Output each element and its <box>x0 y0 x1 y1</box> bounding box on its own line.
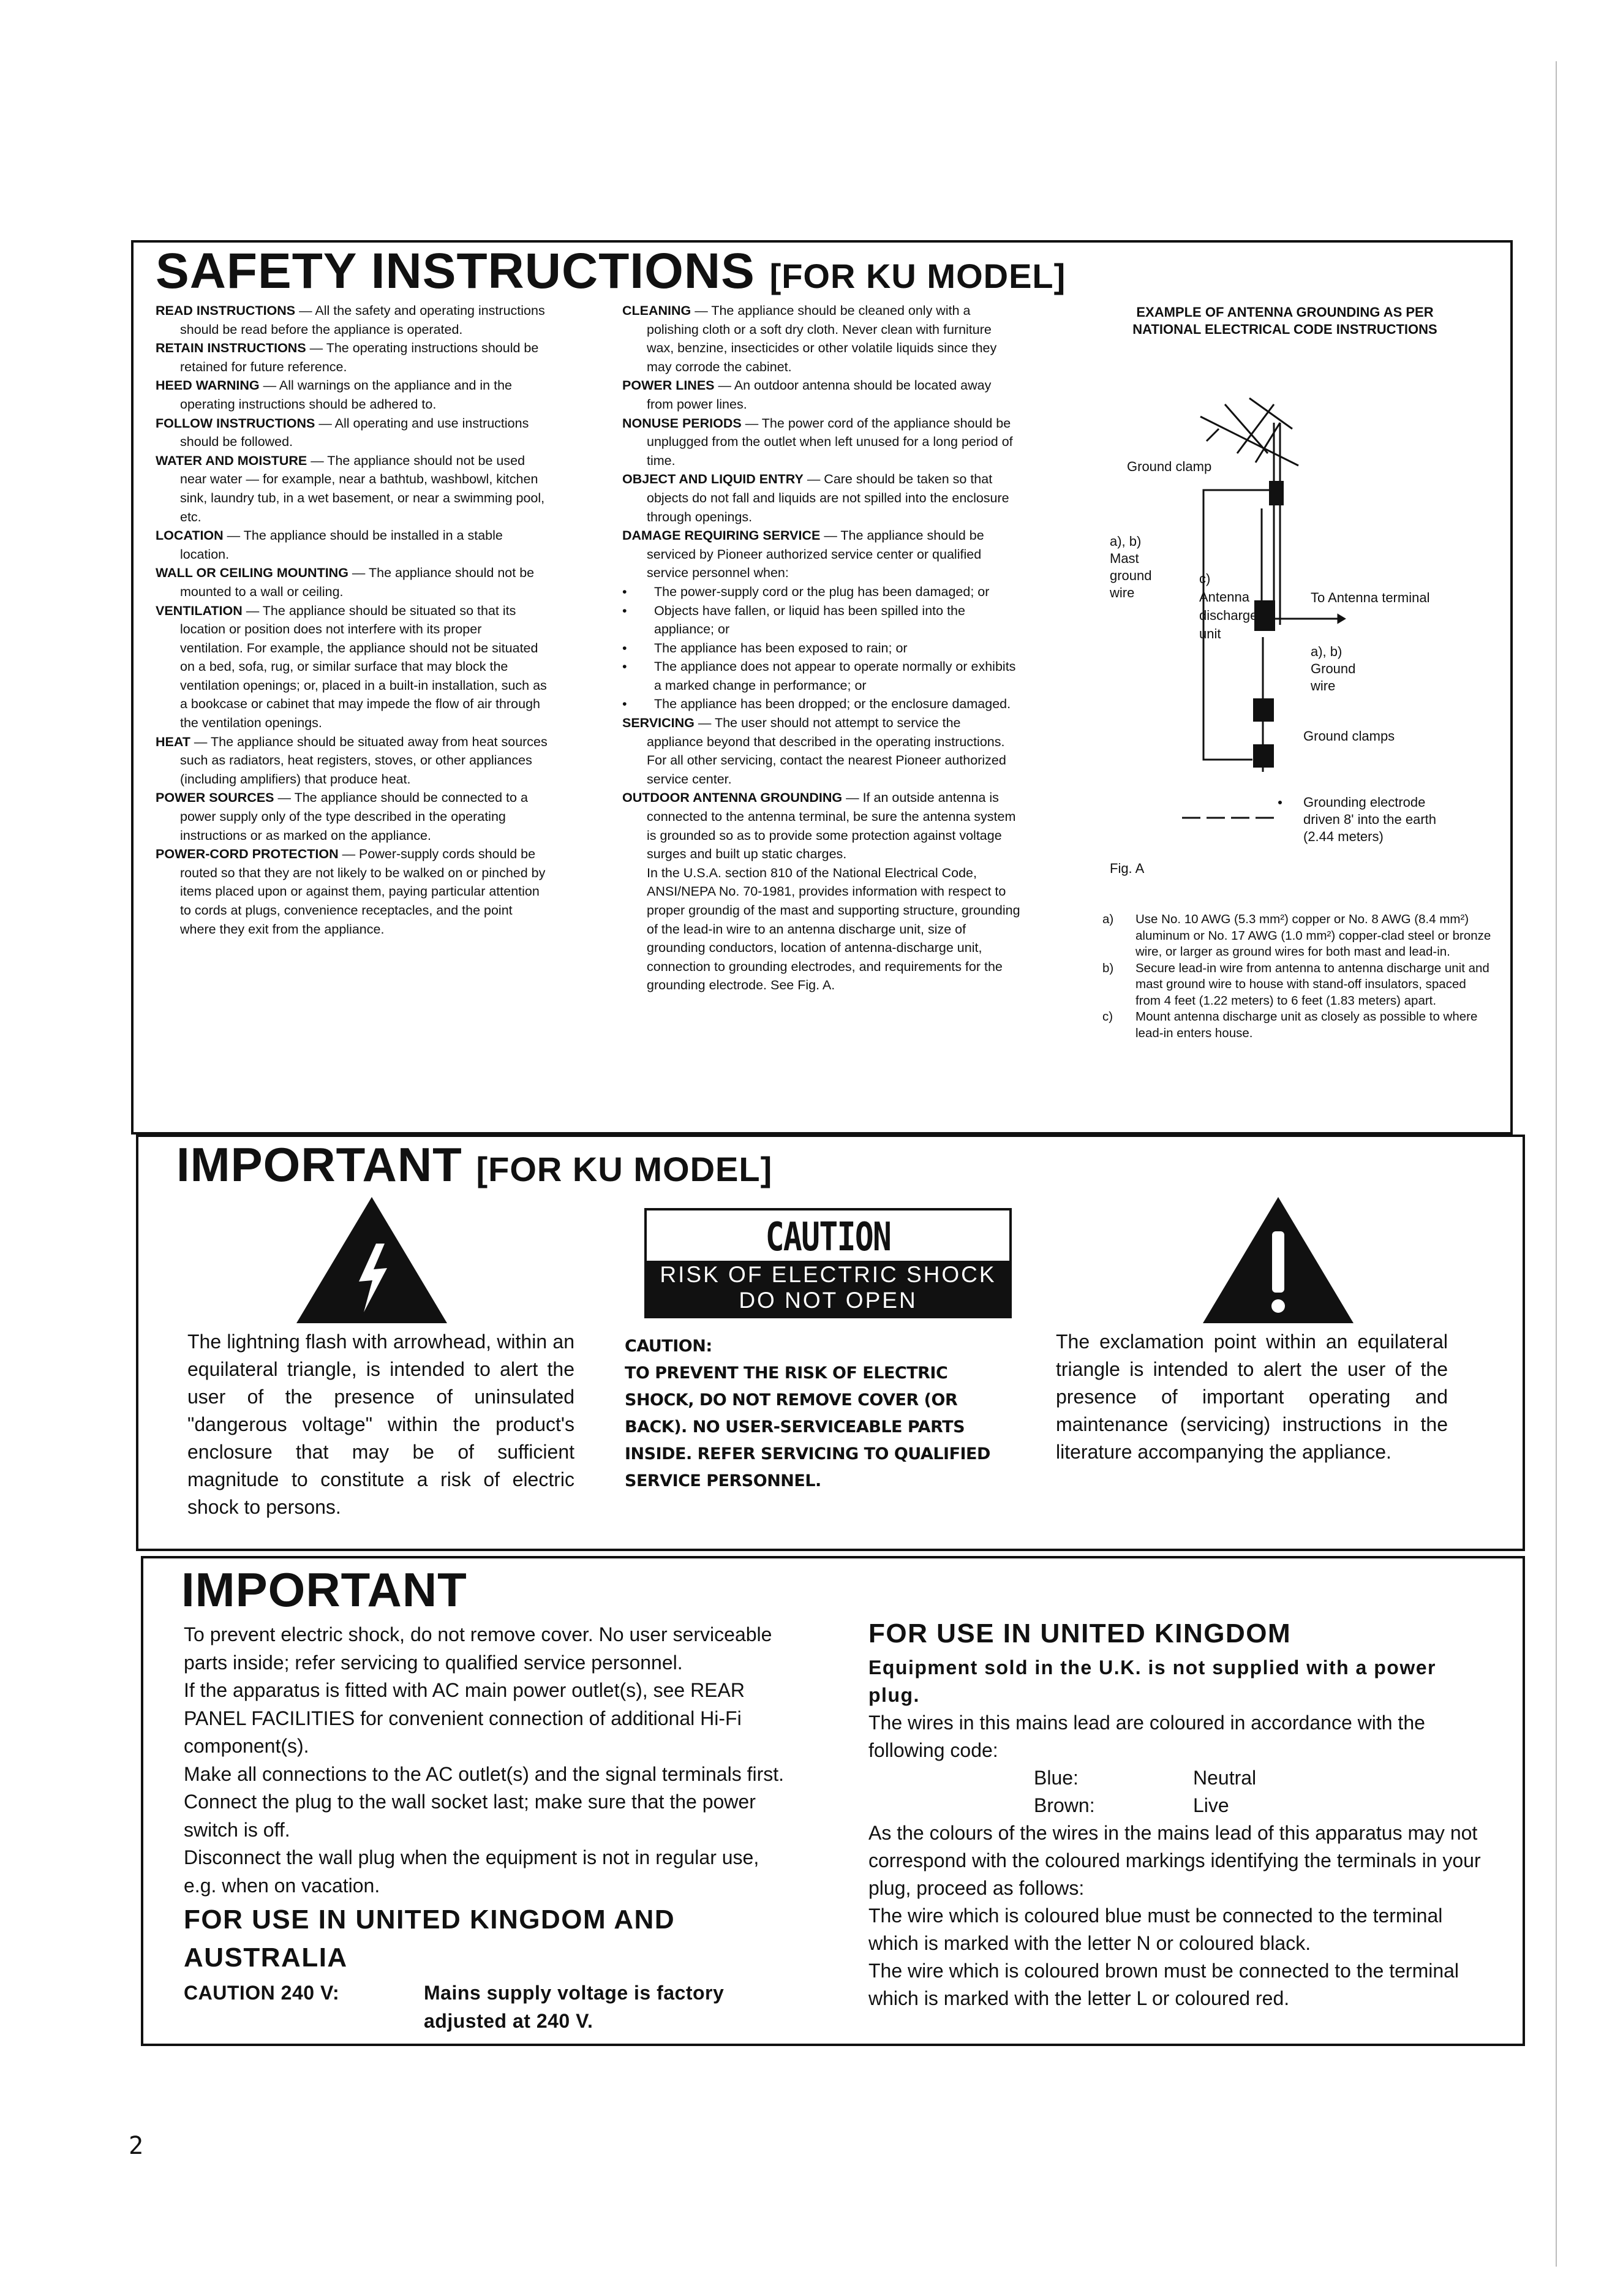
service-condition-item: • The appliance has been dropped; or the enclosure damaged. <box>622 695 1020 714</box>
safety-item-text: — If an outside antenna is connected to the antenna terminal, be sure the antenna system is grounded so as to provide some protection against voltage surges and built up static charges. <box>647 790 1016 862</box>
figure-note-key: a) <box>1102 912 1114 926</box>
safety-item-text: — The operating instructions should be retained for future reference. <box>180 341 539 374</box>
uk-wire-code-intro: The wires in this mains lead are coloured in accordance with the following code: <box>868 1712 1425 1761</box>
label-ground-clamps: Ground clamps <box>1303 728 1395 744</box>
label-discharge-unit: c) Antenna discharge unit <box>1199 571 1258 641</box>
label-grounding-electrode: Grounding electrode driven 8' into the earth (2.44 meters) <box>1303 795 1437 844</box>
safety-item-text: — The user should not attempt to service the appliance beyond that described in the operating instructions. For all other servicing, contact the nearest Pioneer authorized service center. <box>647 716 1006 787</box>
ground-clamp-block-3 <box>1253 744 1274 768</box>
lightning-triangle-icon <box>295 1196 448 1324</box>
label-to-antenna-terminal: To Antenna terminal <box>1311 590 1430 605</box>
nec-reference-text: In the U.S.A. section 810 of the National Electrical Code, ANSI/NEPA No. 70-1981, provides information with respect to proper groundig of the mast and supporting structure, grounding of the lead-in wire to an antenna discharge unit, size of grounding conductors, location of antenna-discharge unit, connection to grounding electrodes, and requirements for the grounding electrode. See Fig. A. <box>647 865 1020 993</box>
safety-item-term: READ INSTRUCTIONS <box>156 303 296 318</box>
uk-wire-para-4: The wire which is coloured brown must be connected to the terminal which is marked with the letter L or coloured red. <box>868 1960 1459 2009</box>
important-paragraph: If the apparatus is fitted with AC main power outlet(s), see REAR PANEL FACILITIES for convenient connection of additional Hi-Fi component(s). <box>184 1679 745 1757</box>
safety-item-text: — The appliance should not be mounted to a wall or ceiling. <box>180 565 535 599</box>
safety-item-term: OBJECT AND LIQUID ENTRY <box>622 472 804 487</box>
safety-column-1 <box>156 301 548 938</box>
service-condition-item: • The power-supply cord or the plug has been damaged; or <box>622 583 1020 602</box>
caution-label-title: CAUTION <box>765 1215 891 1260</box>
safety-item-text: — The power cord of the appliance should be unplugged from the outlet when left unused for a long period of time. <box>647 415 1013 468</box>
safety-item-text: — The appliance should be cleaned only with a polishing cloth or a soft dry cloth. Never clean with furniture wax, benzine, insecticides or other volatile liquids since they may corrode the cabinet. <box>647 303 997 374</box>
safety-item-term: WALL OR CEILING MOUNTING <box>156 565 348 581</box>
figure-notes <box>1102 912 1494 1041</box>
safety-item-text: — The appliance should not be used near water — for example, near a bathtub, washbowl, kitchen sink, laundry tub, in a wet basement, or near a swimming pool, etc. <box>180 453 545 524</box>
safety-item-term: FOLLOW INSTRUCTIONS <box>156 415 315 431</box>
figure-title: EXAMPLE OF ANTENNA GROUNDING AS PER NATIONAL ELECTRICAL CODE INSTRUCTIONS <box>1132 304 1437 337</box>
safety-item-text: — The appliance should be connected to a power supply only of the type described in the operating instructions or as marked on the appliance. <box>180 790 528 843</box>
safety-item <box>156 414 548 451</box>
safety-item <box>156 526 548 564</box>
safety-item-term: RETAIN INSTRUCTIONS <box>156 341 306 356</box>
figure-note-key: b) <box>1102 961 1114 975</box>
safety-item <box>622 714 1020 788</box>
caution-label-box <box>644 1208 1012 1318</box>
safety-item-text: — All operating and use instructions should be followed. <box>180 415 529 450</box>
safety-item <box>622 470 1020 526</box>
safety-item-term: NONUSE PERIODS <box>622 415 742 431</box>
figure-note-key: c) <box>1102 1010 1113 1024</box>
wire-meaning: Live <box>1193 1794 1229 1816</box>
safety-item <box>156 564 548 601</box>
safety-item <box>156 788 548 845</box>
caution-240v: CAUTION 240 V: Mains supply voltage is factory adjusted at 240 V. <box>184 1982 725 2032</box>
safety-item <box>622 376 1020 414</box>
safety-item-text: — The appliance should be installed in a stable location. <box>180 528 503 562</box>
wire-row <box>868 1764 1493 1792</box>
safety-item-text: — An outdoor antenna should be located away from power lines. <box>647 378 992 412</box>
safety-item-term: POWER LINES <box>622 378 715 393</box>
service-condition-item: • The appliance does not appear to operate normally or exhibits a marked change in performance; or <box>622 657 1020 695</box>
safety-title: SAFETY INSTRUCTIONS [FOR KU MODEL] <box>156 243 1066 299</box>
safety-item <box>622 414 1020 470</box>
safety-item <box>156 845 548 938</box>
figure-note-text: Secure lead-in wire from antenna to antenna discharge unit and mast ground wire to house with stand-off insulators, spaced from 4 feet (1.22 meters) to 6 feet (1.83 meters) apart. <box>1135 961 1489 1008</box>
figure-note-text: Use No. 10 AWG (5.3 mm²) copper or No. 8 AWG (8.4 mm²) aluminum or No. 17 AWG (1.0 mm²) copper-clad steel or bronze wire, or larger as ground wires for both mast and lead-in. <box>1135 912 1491 959</box>
label-mast-ground-wire: a), b) Mast ground wire <box>1110 534 1152 600</box>
safety-item <box>156 733 548 789</box>
safety-item-term: HEED WARNING <box>156 378 260 393</box>
safety-item <box>622 526 1020 583</box>
safety-item-text: — The appliance should be situated away from heat sources such as radiators, heat registers, stoves, or other appliances (including amplifiers) that produce heat. <box>180 734 548 787</box>
wire-color-table <box>868 1764 1493 1819</box>
page-number: 2 <box>129 2132 144 2160</box>
uk-australia-heading: FOR USE IN UNITED KINGDOM AND AUSTRALIA <box>184 1905 676 1973</box>
safety-item-text: — The appliance should be situated so that its location or position does not interfere with its proper ventilation. For example, the appliance should not be situated on a bed, sofa, rug, or similar surface that may block the ventilation openings; or, placed in a built-in installation, such as a bookcase or cabinet that may impede the flow of air through the ventilation openings. <box>180 603 547 731</box>
safety-item <box>622 301 1020 376</box>
figure-note-text: Mount antenna discharge unit as closely as possible to where lead-in enters house. <box>1135 1010 1478 1040</box>
safety-item-term: LOCATION <box>156 528 224 543</box>
safety-item-term: VENTILATION <box>156 603 243 618</box>
safety-item-term: WATER AND MOISTURE <box>156 453 307 468</box>
important-general-title: IMPORTANT <box>181 1563 467 1617</box>
safety-item-term: DAMAGE REQUIRING SERVICE <box>622 528 821 543</box>
antenna-grounding-diagram <box>1096 380 1494 845</box>
uk-no-plug-notice: Equipment sold in the U.K. is not supplied with a power plug. <box>868 1656 1436 1706</box>
important-paragraph: Make all connections to the AC outlet(s) and the signal terminals first. Connect the plug to the wall socket last; make sure that the power switch is off. <box>184 1762 785 1841</box>
safety-item-text: — Care should be taken so that objects do not fall and liquids are not spilled into the enclosure through openings. <box>647 472 1009 524</box>
safety-item <box>156 339 548 376</box>
uk-wire-para-2: As the colours of the wires in the mains lead of this apparatus may not correspond with the coloured markings identifying the terminals in your plug, proceed as follows: <box>868 1822 1481 1899</box>
label-fig-a: Fig. A <box>1110 861 1145 876</box>
safety-item-text: — The appliance should be serviced by Pioneer authorized service center or qualified service personnel when: <box>647 528 984 581</box>
wire-row <box>868 1792 1493 1819</box>
safety-item-term: POWER-CORD PROTECTION <box>156 847 339 862</box>
important-ku-title: IMPORTANT [FOR KU MODEL] <box>176 1138 773 1191</box>
figure-note <box>1102 1009 1494 1041</box>
uk-wire-para-3: The wire which is coloured blue must be connected to the terminal which is marked with the letter N or coloured black. <box>868 1905 1443 1954</box>
figure-note <box>1102 912 1494 961</box>
wire-color: Brown: <box>1034 1794 1095 1816</box>
safety-item <box>156 301 548 339</box>
safety-item <box>156 451 548 526</box>
figure-note <box>1102 961 1494 1010</box>
important-paragraph: Disconnect the wall plug when the equipment is not in regular use, e.g. when on vacation. <box>184 1846 759 1897</box>
safety-item-term: POWER SOURCES <box>156 790 274 806</box>
exclamation-explanation: The exclamation point within an equilateral triangle is intended to alert the user of the presence of important operating and maintenance (servicing) instructions in the literature accompanying the appliance. <box>1056 1331 1448 1463</box>
safety-item <box>156 376 548 414</box>
ground-clamp-block-2 <box>1253 698 1274 722</box>
safety-item-term: SERVICING <box>622 716 695 731</box>
safety-column-2 <box>622 301 1020 995</box>
ground-clamp-block <box>1269 481 1284 505</box>
safety-item <box>156 602 548 733</box>
important-general-right <box>868 1615 1493 2012</box>
label-ground-clamp: Ground clamp <box>1127 459 1212 474</box>
caution-warning-text: CAUTION: TO PREVENT THE RISK OF ELECTRIC SHOCK, DO NOT REMOVE COVER (OR BACK). NO USER-SERVICEABLE PARTS INSIDE. REFER SERVICING TO QUALIFIED SERVICE PERSONNEL. <box>625 1337 990 1490</box>
uk-heading: FOR USE IN UNITED KINGDOM <box>868 1618 1292 1648</box>
safety-item-term: OUTDOOR ANTENNA GROUNDING <box>622 790 843 806</box>
exclamation-triangle-icon <box>1202 1196 1355 1324</box>
service-condition-item: • Objects have fallen, or liquid has been spilled into the appliance; or <box>622 602 1020 639</box>
caution-label-band: RISK OF ELECTRIC SHOCK DO NOT OPEN <box>647 1261 1009 1316</box>
safety-item-text: — Power-supply cords should be routed so that they are not likely to be walked on or pinched by items placed upon or against them, paying particular attention to cords at plugs, convenience receptacles, and the point where they exit from the appliance. <box>180 847 546 937</box>
safety-item-term: HEAT <box>156 734 190 749</box>
label-ground-wire: a), b) Ground wire <box>1311 644 1356 693</box>
wire-color: Blue: <box>1034 1767 1079 1789</box>
important-paragraph: To prevent electric shock, do not remove cover. No user serviceable parts inside; refer servicing to qualified service personnel. <box>184 1623 772 1674</box>
safety-item <box>622 788 1020 863</box>
safety-item-text: — All warnings on the appliance and in the operating instructions should be adhered to. <box>180 378 512 412</box>
page-edge-line <box>1556 61 1557 2267</box>
important-general-left <box>184 1621 796 2035</box>
safety-item-text: — All the safety and operating instructions should be read before the appliance is operated. <box>180 303 545 337</box>
wire-meaning: Neutral <box>1193 1767 1257 1789</box>
safety-item-term: CLEANING <box>622 303 691 318</box>
service-condition-item: • The appliance has been exposed to rain; or <box>622 639 1020 658</box>
lightning-explanation: The lightning flash with arrowhead, within an equilateral triangle, is intended to alert the user of the presence of uninsulated "dangerous voltage" within the product's enclosure that may be of sufficient magnitude to constitute a risk of electric shock to persons. <box>187 1331 574 1518</box>
